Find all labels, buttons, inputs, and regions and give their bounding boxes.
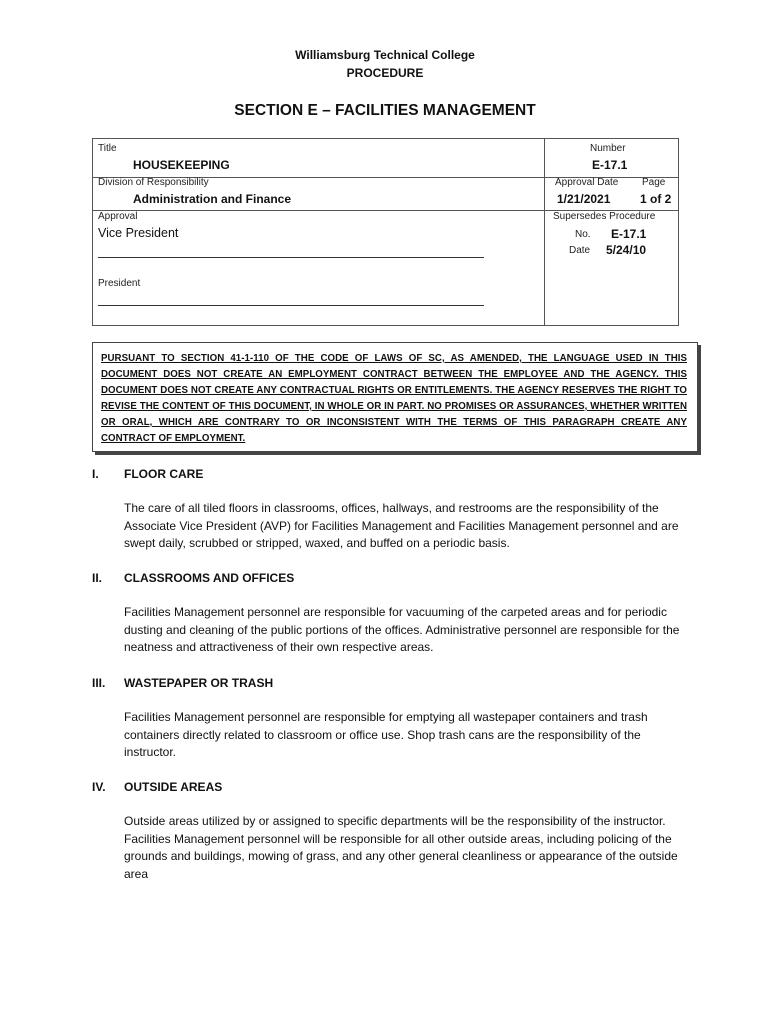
section-body: Facilities Management personnel are responsible for vacuuming of the carpeted areas and for periodic dusting and cleaning of the public portions of the offices. Administrative personnel are responsible for the neatness and attractiveness of their own respective areas.: [124, 605, 680, 654]
number-value: E-17.1: [592, 158, 628, 172]
title-value: HOUSEKEEPING: [133, 158, 230, 172]
section-title: SECTION E – FACILITIES MANAGEMENT: [234, 102, 536, 119]
document-type: PROCEDURE: [346, 66, 424, 80]
president-signature-line: [98, 305, 484, 306]
supersedes-date-label: Date: [569, 245, 591, 256]
section-heading: WASTEPAPER OR TRASH: [124, 676, 274, 690]
section-number: I.: [92, 467, 99, 481]
supersedes-no-value: E-17.1: [611, 227, 647, 241]
supersedes-label: Supersedes Procedure: [553, 211, 656, 222]
division-value: Administration and Finance: [133, 192, 292, 206]
supersedes-no-label: No.: [575, 229, 591, 240]
page-label: Page: [642, 177, 666, 188]
section-number: IV.: [92, 780, 106, 794]
section-body: Facilities Management personnel are responsible for emptying all wastepaper containers and trash containers directly related to classroom or office use. Shop trash cans are the responsibility of the instructor.: [124, 710, 648, 759]
section-number: III.: [92, 676, 106, 690]
section-number: II.: [92, 571, 103, 585]
approval-label: Approval: [98, 211, 138, 222]
title-label: Title: [98, 143, 117, 154]
vice-president-signature-line: [98, 257, 484, 258]
approval-date-label: Approval Date: [555, 177, 619, 188]
section-body: The care of all tiled floors in classrooms, offices, hallways, and restrooms are the responsibility of the Associate Vice President (AVP) for Facilities Management and Facilities Management personnel and are swept daily, scrubbed or stripped, waxed, and buffed on a periodic basis.: [124, 501, 679, 550]
page-value: 1 of 2: [640, 192, 672, 206]
supersedes-date-value: 5/24/10: [606, 243, 647, 257]
college-name: Williamsburg Technical College: [295, 48, 475, 62]
section-heading: CLASSROOMS AND OFFICES: [124, 571, 295, 585]
number-label: Number: [590, 143, 626, 154]
approval-date-value: 1/21/2021: [557, 192, 611, 206]
procedure-metadata-table: [92, 138, 679, 326]
table-divider: [544, 139, 545, 325]
approval-president: President: [98, 278, 141, 289]
legal-disclaimer: PURSUANT TO SECTION 41-1-110 OF THE CODE OF LAWS OF SC, AS AMENDED, THE LANGUAGE USED IN THIS DOCUMENT DOES NOT CREATE AN EMPLOYMENT CONTRACT BETWEEN THE EMPLOYEE AND THE AGENCY. THIS DOCUMENT DOES NOT CREATE ANY CONTRACTUAL RIGHTS OR ENTITLEMENTS. THE AGENCY RESERVES THE RIGHT TO REVISE THE CONTENT OF THIS DOCUMENT, IN WHOLE OR IN PART. NO PROMISES OR ASSURANCES, WHETHER WRITTEN OR ORAL, WHICH ARE CONTRARY TO OR INCONSISTENT WITH THE TERMS OF THIS PARAGRAPH CREATE ANY CONTRACT OF EMPLOYMENT.: [92, 342, 698, 452]
section-heading: OUTSIDE AREAS: [124, 780, 223, 794]
division-label: Division of Responsibility: [98, 177, 209, 188]
section-heading: FLOOR CARE: [124, 467, 204, 481]
approval-vice-president: Vice President: [98, 226, 179, 240]
section-body: Outside areas utilized by or assigned to specific departments will be the responsibility of the instructor. Facilities Management personnel will be responsible for all other outside areas, including policing of the grounds and buildings, mowing of grass, and any other general cleanliness or appearance of the outside area: [124, 814, 678, 881]
